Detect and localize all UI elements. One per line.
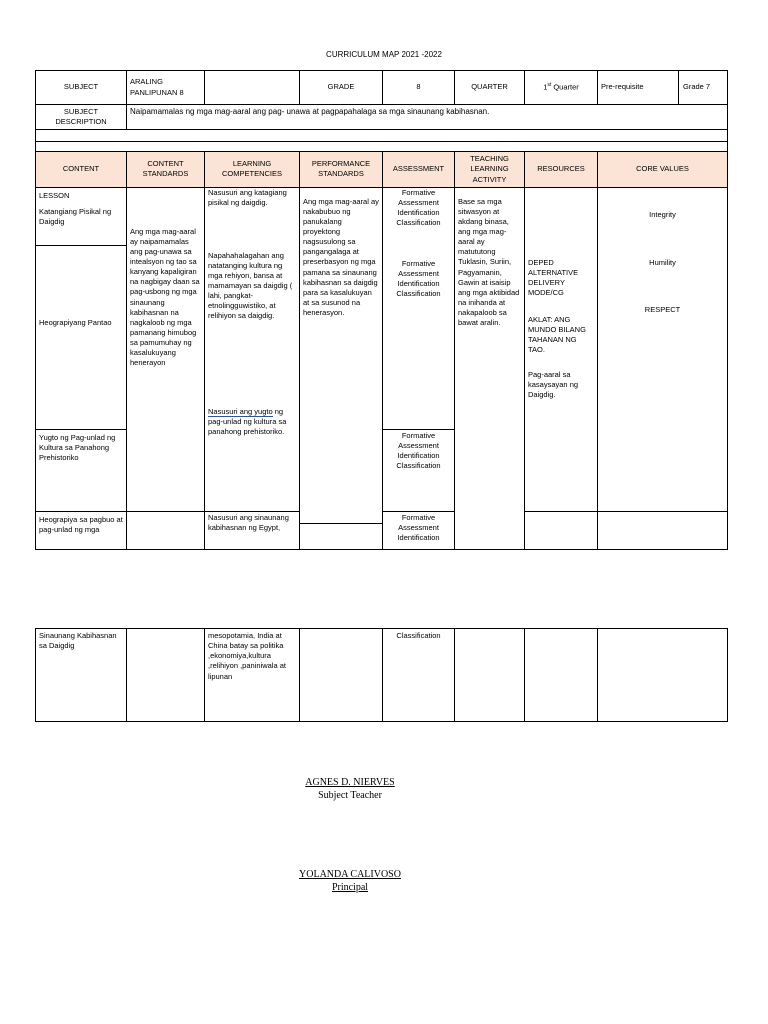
competency-item: Napahahalagahan ang natatanging kultura ng mga rehiyon, bansa at mamamayan sa daigdig ( lahi, pangkat-etnolingguwistiko, at relihiyon sa daigdig. <box>208 250 293 321</box>
subject-label: SUBJECT <box>36 71 127 105</box>
quarter-word: Quarter <box>551 82 579 92</box>
spacer-cell <box>36 130 728 142</box>
competency-item: mesopotamia, India at China batay sa politika ,ekonomiya,kultura ,relihiyon ,paniniwala at lipunan <box>205 629 300 722</box>
resource-item: AKLAT: ANG MUNDO BILANG TAHANAN NG TAO. <box>528 314 586 354</box>
assessment-item: Classification <box>383 629 455 722</box>
empty-cell <box>525 629 598 722</box>
col-content: CONTENT <box>36 152 127 187</box>
performance-standard-cell <box>300 187 383 549</box>
body-row <box>36 187 728 549</box>
assessment-cell <box>383 187 455 549</box>
subject-row <box>36 71 728 105</box>
content-cell <box>36 187 127 549</box>
subject-value: ARALING PANLIPUNAN 8 <box>127 71 205 105</box>
continued-row <box>36 629 728 722</box>
col-assessment: ASSESSMENT <box>383 152 455 187</box>
empty-cell <box>205 71 300 105</box>
col-content-standards: CONTENT STANDARDS <box>127 152 205 187</box>
description-label: SUBJECT DESCRIPTION <box>36 105 127 130</box>
col-resources: RESOURCES <box>525 152 598 187</box>
empty-cell <box>127 629 205 722</box>
competency-item: Nasusuri ang katagiang pisikal ng daigdig. <box>208 187 287 207</box>
content-standard-text: Ang mga mag-aaral ay naipamamalas ang pag-unawa sa intealsyon ng tao sa kanyang kapaligiran na nagbigay daan sa pag-usbong ng mga sinaunang kabihasnan na nagkaloob ng mga pamanang himubog sa pamumuhay ng kasalukuyang henerayon <box>130 226 200 368</box>
quarter-value <box>525 71 598 105</box>
principal-name: YOLANDA CALIVOSO <box>299 869 401 880</box>
competencies-cell <box>205 187 300 549</box>
page-title: CURRICULUM MAP 2021 -2022 <box>326 50 442 59</box>
principal-signature <box>0 868 700 894</box>
prereq-label: Pre-requisite <box>601 82 644 92</box>
spacer-row-2 <box>36 142 728 152</box>
empty-cell <box>598 629 728 722</box>
quarter-label: QUARTER <box>455 71 525 105</box>
resource-item: DEPED ALTERNATIVE DELIVERY MODE/CG <box>528 257 579 297</box>
quarter-sup: st <box>547 82 552 89</box>
empty-cell <box>300 629 383 722</box>
competency-text: Nasusuri ang yugto <box>208 406 273 416</box>
col-teaching-activity: TEACHING LEARNING ACTIVITY <box>455 152 525 187</box>
lesson-label: LESSON <box>39 190 70 200</box>
grade-value: 8 <box>383 71 455 105</box>
activity-cell <box>455 187 525 549</box>
content-item: Heograpiya sa pagbuo at pag-unlad ng mga <box>39 514 123 534</box>
activity-text: Base sa mga sitwasyon at akdang binasa, ang mga mag-aaral ay matututong Tuklasin, Suriin, Pagyamanin, Gawin at isaisip ang mga aktibidad na inihanda at nakapaloob sa bawat aralin. <box>458 196 520 328</box>
assessment-item: Formative Assessment Identification Classification <box>396 430 441 470</box>
core-values-cell <box>598 187 728 549</box>
content-item: Heograpiyang Pantao <box>39 317 112 327</box>
competency-item <box>208 407 296 437</box>
competency-item: Nasusuri ang sinaunang kabihasnan ng Egypt, <box>208 512 289 532</box>
col-performance-standards: PERFORMANCE STANDARDS <box>300 152 383 187</box>
prereq-cell <box>598 71 728 105</box>
core-value: Integrity <box>649 209 676 219</box>
content-item: Yugto ng Pag-unlad ng Kultura sa Panahong Prehistoriko <box>39 432 116 462</box>
grade-label: GRADE <box>300 71 383 105</box>
col-core-values: CORE VALUES <box>598 152 728 187</box>
competency-text: ng pag-unlad ng kultura sa panahong prehistoriko. <box>208 406 287 436</box>
curriculum-table <box>35 70 728 550</box>
description-row <box>36 105 728 130</box>
spacer-row-1 <box>36 130 728 142</box>
column-header-row <box>36 152 728 187</box>
assessment-item: Formative Assessment Identification Classification <box>396 258 441 298</box>
teacher-role: Subject Teacher <box>318 790 382 801</box>
core-value: Humility <box>649 257 676 267</box>
content-standard-cell <box>127 187 205 549</box>
core-value: RESPECT <box>644 304 681 314</box>
resources-cell <box>525 187 598 549</box>
col-learning-competencies: LEARNING COMPETENCIES <box>205 152 300 187</box>
content-item: Katangiang Pisikal ng Daigdig <box>39 206 112 226</box>
resource-item: Pag-aaral sa kasaysayan ng Daigdig. <box>528 369 579 399</box>
teacher-name: AGNES D. NIERVES <box>305 777 395 788</box>
description-value: Naipamamalas ng mga mag-aaral ang pag- unawa at pagpapahalaga sa mga sinaunang kabihasnan. <box>127 105 728 130</box>
quarter-number: 1 <box>543 82 548 92</box>
principal-role: Principal <box>331 882 369 893</box>
teacher-signature <box>0 776 700 802</box>
empty-cell <box>455 629 525 722</box>
assessment-item: Formative Assessment Identification Classification <box>396 187 441 227</box>
spacer-cell <box>36 142 728 152</box>
prereq-value: Grade 7 <box>678 71 710 104</box>
curriculum-table-continued <box>35 628 728 722</box>
assessment-item: Formative Assessment Identification <box>397 512 440 542</box>
content-item: Sinaunang Kabihasnan sa Daigdig <box>36 629 127 722</box>
performance-standard-text: Ang mga mag-aaral ay nakabubuo ng panukalang proyektong nagsusulong sa pangangalaga at preserbasyon ng mga pamana sa sinaunang kabihasnan sa daigdig para sa kasalukuyan at sa susunod na henerasyon. <box>303 196 379 317</box>
